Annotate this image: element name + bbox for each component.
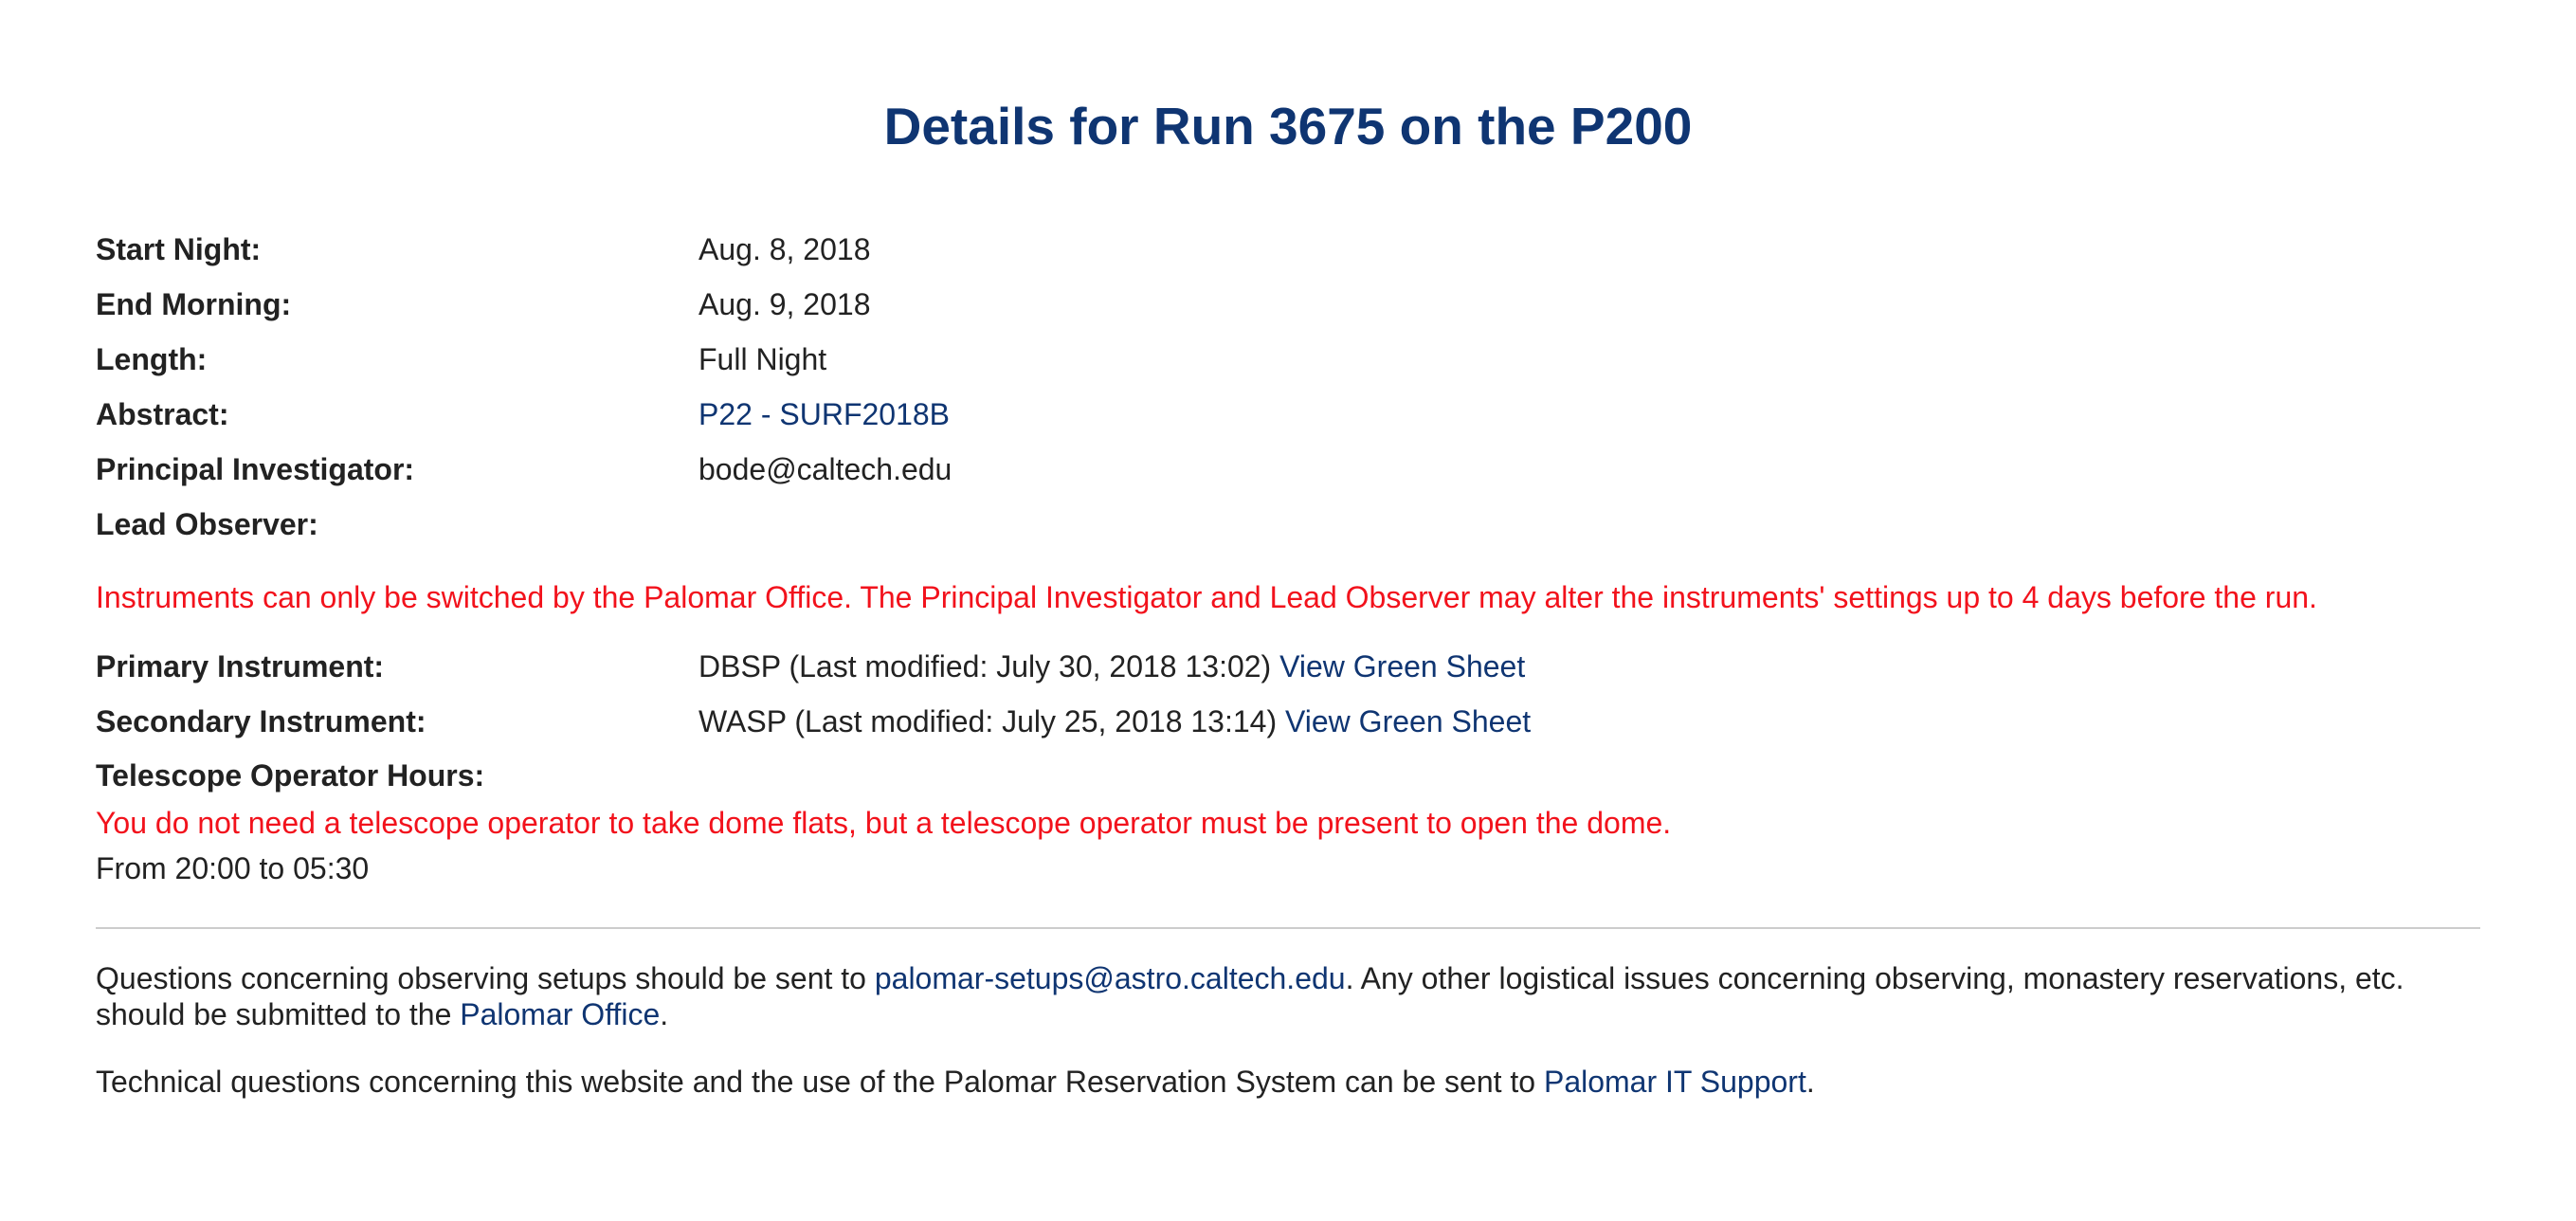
palomar-office-link[interactable]: Palomar Office — [460, 996, 661, 1031]
telescope-operator-section — [96, 749, 2480, 893]
primary-instrument-row — [96, 639, 2480, 694]
page-title: Details for Run 3675 on the P200 — [883, 97, 1693, 155]
setups-email-link[interactable]: palomar-setups@astro.caltech.edu — [874, 960, 1346, 995]
principal-investigator-value: bode@caltech.edu — [698, 452, 952, 486]
start-night-label: Start Night: — [96, 232, 262, 266]
footer-q1-suffix: . — [660, 996, 669, 1031]
footer — [96, 960, 2480, 1101]
footer-q2-suffix: . — [1805, 1065, 1815, 1100]
footer-q1-middle: . Any other logistical issues concerning observing, monastery reservations, etc. should be submitted to the — [96, 960, 2404, 1031]
footer-q2-prefix: Technical questions concerning this website and the use of the Palomar Reservation System can be sent to — [96, 1065, 1536, 1100]
start-night-row — [96, 222, 2480, 277]
telescope-operator-label: Telescope Operator Hours: — [96, 757, 485, 793]
primary-instrument-label: Primary Instrument: — [96, 648, 385, 683]
palomar-it-support-link[interactable]: Palomar IT Support — [1543, 1065, 1806, 1100]
abstract-label: Abstract: — [96, 397, 229, 431]
abstract-link[interactable]: P22 - SURF2018B — [698, 397, 951, 431]
principal-investigator-label: Principal Investigator: — [96, 452, 415, 486]
footer-q1-prefix: Questions concerning observing setups should be sent to — [96, 960, 866, 995]
length-value: Full Night — [698, 342, 827, 376]
run-details — [96, 222, 2480, 552]
secondary-instrument-value-wrap — [698, 702, 1531, 740]
end-morning-value: Aug. 9, 2018 — [698, 287, 871, 321]
lead-observer-row — [96, 497, 2480, 552]
telescope-operator-hours: From 20:00 to 05:30 — [96, 850, 370, 885]
start-night-value: Aug. 8, 2018 — [698, 232, 871, 266]
instruments-warning: Instruments can only be switched by the Palomar Office. The Principal Investigator and Lead Observer may alter the instruments' settings up to 4 days before the run. — [96, 580, 2317, 614]
secondary-instrument-value: WASP (Last modified: July 25, 2018 13:14) — [698, 703, 1278, 738]
instruments — [96, 639, 2480, 749]
abstract-row — [96, 387, 2480, 442]
end-morning-row — [96, 277, 2480, 332]
principal-investigator-row — [96, 442, 2480, 497]
primary-instrument-value: DBSP (Last modified: July 30, 2018 13:02) — [698, 648, 1272, 683]
length-row — [96, 332, 2480, 387]
primary-green-sheet-link[interactable]: View Green Sheet — [1279, 648, 1526, 683]
secondary-instrument-label: Secondary Instrument: — [96, 703, 426, 738]
lead-observer-label: Lead Observer: — [96, 507, 318, 541]
primary-instrument-value-wrap — [698, 647, 1525, 685]
secondary-green-sheet-link[interactable]: View Green Sheet — [1285, 703, 1532, 738]
telescope-operator-label-row — [96, 749, 2480, 802]
telescope-operator-warning: You do not need a telescope operator to take dome flats, but a telescope operator must be present to open the dome. — [96, 805, 1672, 840]
footer-setup-questions — [96, 960, 2480, 1033]
length-label: Length: — [96, 342, 208, 376]
footer-divider — [96, 927, 2480, 929]
end-morning-label: End Morning: — [96, 287, 292, 321]
secondary-instrument-row — [96, 694, 2480, 749]
footer-technical-questions — [96, 1064, 2480, 1100]
